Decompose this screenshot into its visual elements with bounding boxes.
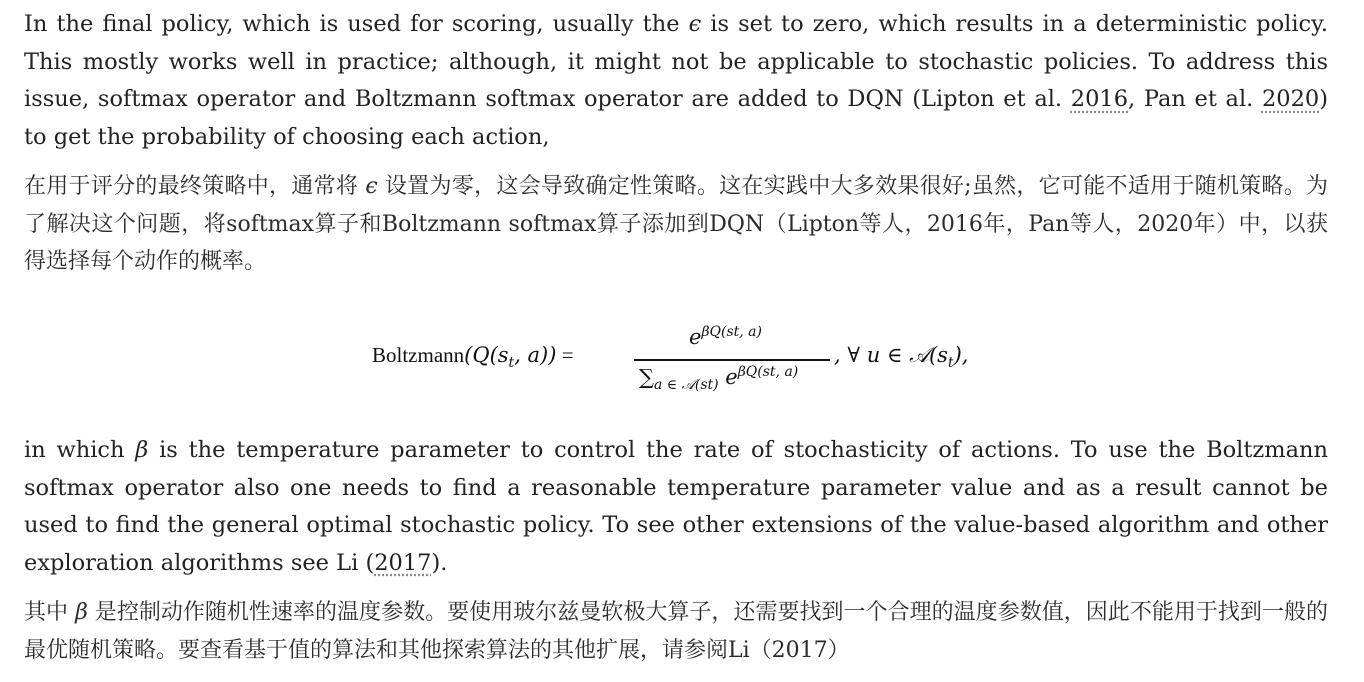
para1-zh-text-a: 在用于评分的最终策略中，通常将 xyxy=(24,174,366,199)
boltzmann-equation xyxy=(372,318,1012,408)
equation-fraction xyxy=(634,318,834,408)
paragraph-en-2 xyxy=(24,432,1328,582)
fraction-denominator xyxy=(639,364,798,393)
equation-equals: = xyxy=(561,343,574,367)
fraction-numerator xyxy=(689,324,762,349)
equation-tail-text: , ∀ u ∈ 𝒜(s xyxy=(834,343,948,367)
beta-symbol-zh: β xyxy=(75,600,88,625)
epsilon-symbol: ϵ xyxy=(688,11,702,37)
para2-text-a: in which xyxy=(24,437,136,463)
paragraph-zh-2 xyxy=(24,594,1328,669)
sum-subscript: a ∈ 𝒜(st) xyxy=(654,377,719,394)
para1-text-c: , Pan et al. xyxy=(1128,86,1262,112)
epsilon-symbol-zh: ϵ xyxy=(365,174,378,199)
numerator-exponent: βQ(st, a) xyxy=(701,324,762,340)
beta-symbol: β xyxy=(135,437,149,463)
para1-text-b: is set to zero, which results in a deterministic policy. This mostly works well in practice; although, it might not be applicable to stochastic policies. To address this issue, softmax operator and Boltzmann softmax operator are added to DQN (Lipton et al. xyxy=(24,11,1328,112)
paragraph-zh-1 xyxy=(24,168,1328,281)
citation-li-2017[interactable]: 2017 xyxy=(374,549,432,576)
equation-lhs-open: (Q(s xyxy=(464,343,509,367)
denominator-base: e xyxy=(718,365,738,389)
para2-text-c: ). xyxy=(431,549,448,576)
equation-tail-sub: t xyxy=(947,355,954,372)
equation-tail xyxy=(834,343,968,371)
numerator-base: e xyxy=(689,325,702,349)
upper-section xyxy=(24,6,1328,281)
fraction-bar xyxy=(634,359,830,361)
lower-section xyxy=(24,432,1328,669)
citation-pan-2020[interactable]: 2020 xyxy=(1261,86,1320,112)
para2-text-b: is the temperature parameter to control the rate of stochasticity of actions. To use the Boltzmann softmax operator also one needs to find a reasonable temperature parameter value and as a result cannot be used to find the general optimal stochastic policy. To see other extensions of the value-based algorithm and other exploration algorithms see Li ( xyxy=(24,437,1328,576)
denominator-exponent: βQ(st, a) xyxy=(737,364,799,380)
equation-lhs-sub: t xyxy=(508,355,515,372)
equation-label: Boltzmann xyxy=(372,343,465,367)
para1-zh-text-b: 设置为零，这会导致确定性策略。这在实践中大多效果很好;虽然，它可能不适用于随机策略。为了解决这个问题，将softmax算子和Boltzmann softmax算子添加到DQN（Lipton等人，2016年，Pan等人，2020年）中，以获得选择每个动作的概率。 xyxy=(24,174,1328,274)
para1-text-a: In the final policy, which is used for scoring, usually the xyxy=(24,11,689,37)
equation-lhs-close: , a)) xyxy=(514,343,557,367)
citation-lipton-2016[interactable]: 2016 xyxy=(1070,86,1129,112)
equation-tail-end: ), xyxy=(953,343,969,367)
para1-text-d: ) to get the probability of choosing each action, xyxy=(24,86,1329,150)
para2-zh-text-b: 是控制动作随机性速率的温度参数。要使用玻尔兹曼软极大算子，还需要找到一个合理的温度参数值，因此不能用于找到一般的最优随机策略。要查看基于值的算法和其他探索算法的其他扩展，请参阅Li（2017） xyxy=(24,600,1328,663)
paragraph-en-1 xyxy=(24,6,1328,156)
sum-symbol: ∑ xyxy=(639,365,654,389)
equation-lhs xyxy=(372,343,574,371)
para2-zh-text-a: 其中 xyxy=(24,600,76,625)
